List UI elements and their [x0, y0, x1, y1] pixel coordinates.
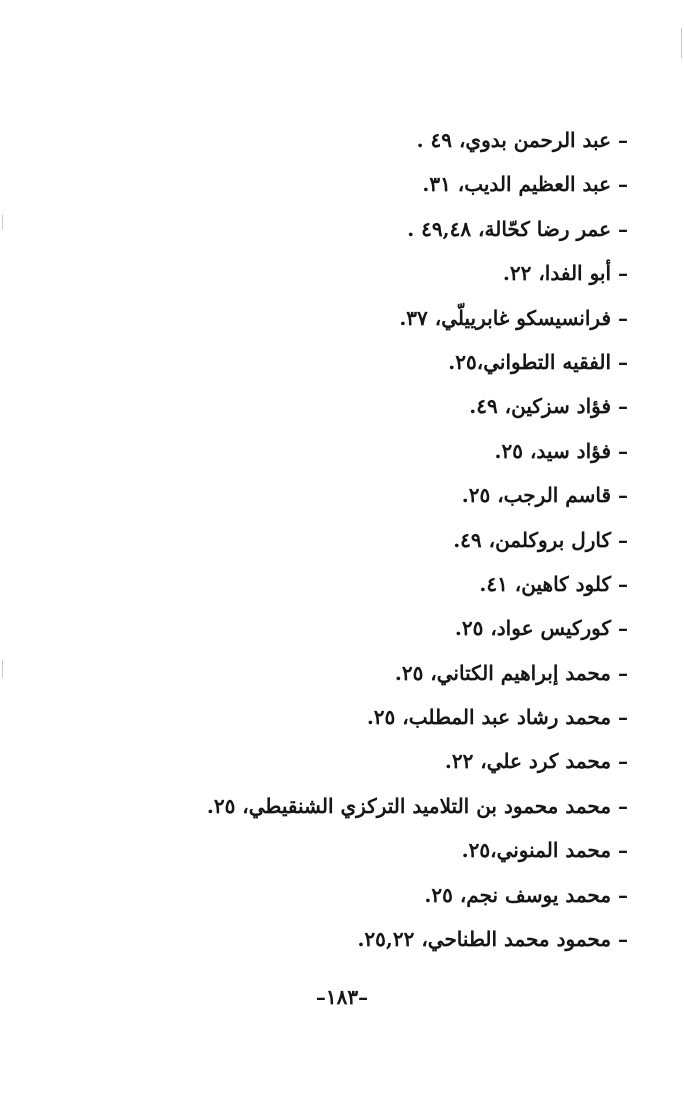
index-entry: – عمر رضا كحّالة، ٤٩,٤٨ .	[407, 216, 628, 241]
index-entry: – فؤاد سيد، ٢٥.	[494, 438, 628, 463]
index-entry: – أبو الفدا، ٢٢.	[502, 261, 628, 286]
index-entry: – عبد العظيم الديب، ٣١.	[422, 172, 628, 197]
index-entry: – محمد رشاد عبد المطلب، ٢٥.	[366, 705, 628, 730]
index-entry: – محمد المنوني،٢٥.	[461, 838, 628, 863]
index-entry: – فؤاد سزكين، ٤٩.	[469, 394, 628, 419]
index-entry: – محمود محمد الطناحي، ٢٥,٢٢.	[357, 927, 628, 952]
page-number: –١٨٣–	[315, 985, 369, 1009]
index-entry: – كلود كاهين، ٤١.	[479, 571, 628, 596]
scan-edge-mark	[681, 28, 682, 58]
scan-edge-mark	[2, 660, 3, 678]
index-entry: – محمد يوسف نجم، ٢٥.	[424, 882, 628, 907]
index-entry: – الفقيه التطواني،٢٥.	[448, 349, 628, 374]
index-entry: – محمد إبراهيم الكتاني، ٢٥.	[394, 660, 628, 685]
index-entry: – كارل بروكلمن، ٤٩.	[453, 527, 628, 552]
index-entry: – فرانسيسكو غابرييلّي، ٣٧.	[399, 305, 628, 330]
index-entry: – كوركيس عواد، ٢٥.	[454, 616, 628, 641]
index-entry: – محمد كرد علي، ٢٢.	[444, 749, 628, 774]
index-entry: – محمد محمود بن التلاميد التركزي الشنقيطي، ٢٥.	[206, 793, 628, 818]
name-index-list	[28, 118, 628, 961]
index-entry: – عبد الرحمن بدوي، ٤٩ .	[416, 128, 628, 152]
index-entry: – قاسم الرجب، ٢٥.	[461, 483, 628, 508]
scan-edge-mark	[2, 215, 3, 229]
